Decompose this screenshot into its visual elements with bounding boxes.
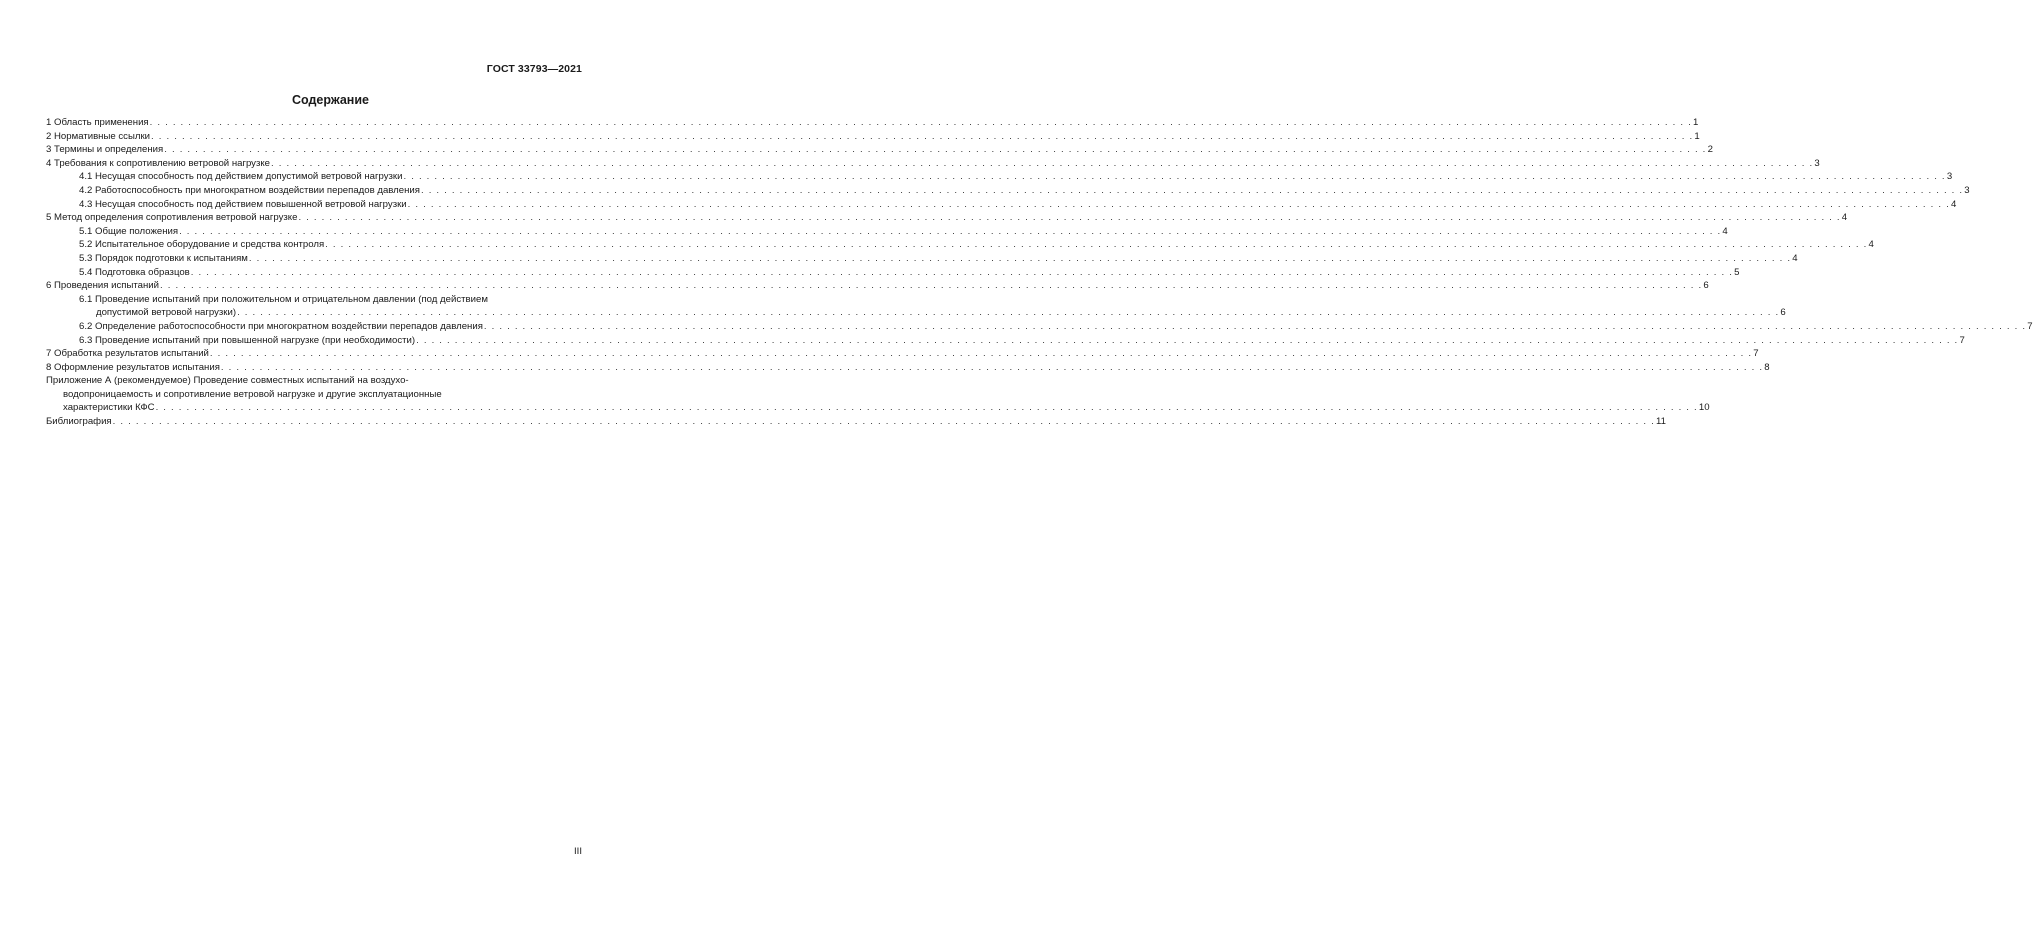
toc-entry-title: 4 Требования к сопротивлению ветровой нагрузке: [46, 157, 271, 169]
toc-entry[interactable]: [46, 320, 2033, 334]
toc-entry[interactable]: [46, 157, 1820, 171]
toc-entry-line: водопроницаемость и сопротивление ветровой нагрузке и другие эксплуатационные: [63, 388, 442, 400]
dot-leader: . . . . . . . . . . . . . . . . . . . . . . . . . . . . . . . . . . . . . . . . . . . . . . . . . . . . . . . . . . . . . . . . . . . . . . . . . . . . . . . . . . . . . . . . . . . . . . . . . . . . . . . . . . . . . . . . . . . . . . . . . . . . . . . . . . . . . . . . . . . . . . . . . . . . . . . . . . . . . . . . . . . . . . . . . . . . . . . . . . . . . . . . . . . . . . . . . . . . . . . .: [149, 117, 1692, 128]
toc-entry-page: 7: [1959, 334, 1965, 346]
dot-leader: . . . . . . . . . . . . . . . . . . . . . . . . . . . . . . . . . . . . . . . . . . . . . . . . . . . . . . . . . . . . . . . . . . . . . . . . . . . . . . . . . . . . . . . . . . . . . . . . . . . . . . . . . . . . . . . . . . . . . . . . . . . . . . . . . . . . . . . . . . . . . . . . . . . . . . . . . . . . . . . . . . . . . . . . . . . . . . . . . . . . . . . . . . . . . . . . . . . . . . . .: [160, 280, 1703, 292]
toc-entry-page: 4: [1951, 198, 1957, 210]
toc-entry[interactable]: [46, 184, 1970, 198]
toc-entry[interactable]: [46, 225, 1728, 239]
toc-entry[interactable]: [46, 143, 1713, 157]
toc-entry-title: 6.2 Определение работоспособности при многократном воздействии перепадов давления: [79, 320, 483, 332]
dot-leader: . . . . . . . . . . . . . . . . . . . . . . . . . . . . . . . . . . . . . . . . . . . . . . . . . . . . . . . . . . . . . . . . . . . . . . . . . . . . . . . . . . . . . . . . . . . . . . . . . . . . . . . . . . . . . . . . . . . . . . . . . . . . . . . . . . . . . . . . . . . . . . . . . . . . . . . . . . . . . . . . . . . . . . . . . . . . . . . . . . . . . . . . . . . . . . . . . . . . . . . .: [209, 348, 1753, 360]
dot-leader: . . . . . . . . . . . . . . . . . . . . . . . . . . . . . . . . . . . . . . . . . . . . . . . . . . . . . . . . . . . . . . . . . . . . . . . . . . . . . . . . . . . . . . . . . . . . . . . . . . . . . . . . . . . . . . . . . . . . . . . . . . . . . . . . . . . . . . . . . . . . . . . . . . . . . . . . . . . . . . . . . . . . . . . . . . . . . . . . . . . . . . . . . . . . . . . . . . . . . . . .: [112, 416, 1655, 428]
toc-entry-row: [46, 401, 1710, 415]
toc-entry-page: 1: [1694, 130, 1700, 142]
toc-entry-title: 3 Термины и определения: [46, 144, 164, 156]
toc-entry-row: [79, 170, 1953, 184]
dot-leader: . . . . . . . . . . . . . . . . . . . . . . . . . . . . . . . . . . . . . . . . . . . . . . . . . . . . . . . . . . . . . . . . . . . . . . . . . . . . . . . . . . . . . . . . . . . . . . . . . . . . . . . . . . . . . . . . . . . . . . . . . . . . . . . . . . . . . . . . . . . . . . . . . . . . . . . . . . . . . . . . . . . . . . . . . . . . . . . . . . . . . . . . . . . . . . . . . . . . . . . .: [403, 171, 1946, 183]
toc-entry-page: 6: [1703, 280, 1709, 292]
toc-entry[interactable]: [46, 211, 1848, 225]
page-title: Содержание: [291, 93, 369, 107]
toc-entry-row: [46, 143, 1713, 157]
toc-entry-row: [79, 184, 1970, 198]
document-code: ГОСТ 33793—2021: [486, 63, 582, 75]
toc-entry[interactable]: [46, 334, 1965, 348]
toc-entry-title: 8 Оформление результатов испытания: [46, 361, 220, 373]
dot-leader: . . . . . . . . . . . . . . . . . . . . . . . . . . . . . . . . . . . . . . . . . . . . . . . . . . . . . . . . . . . . . . . . . . . . . . . . . . . . . . . . . . . . . . . . . . . . . . . . . . . . . . . . . . . . . . . . . . . . . . . . . . . . . . . . . . . . . . . . . . . . . . . . . . . . . . . . . . . . . . . . . . . . . . . . . . . . . . . . . . . . . . . . . . . . . . . . . . . . . . . .: [155, 402, 1698, 414]
toc-entry-title: допустимой ветровой нагрузки): [96, 307, 237, 319]
toc-entry-page: 2: [1707, 144, 1713, 156]
toc-entry-page: 8: [1764, 361, 1770, 373]
toc-entry-page: 5: [1734, 266, 1740, 278]
toc-entry-title: 6 Проведения испытаний: [46, 280, 160, 292]
toc-entry-page: 4: [1792, 252, 1798, 264]
toc-entry-row: [79, 238, 1874, 252]
dot-leader: . . . . . . . . . . . . . . . . . . . . . . . . . . . . . . . . . . . . . . . . . . . . . . . . . . . . . . . . . . . . . . . . . . . . . . . . . . . . . . . . . . . . . . . . . . . . . . . . . . . . . . . . . . . . . . . . . . . . . . . . . . . . . . . . . . . . . . . . . . . . . . . . . . . . . . . . . . . . . . . . . . . . . . . . . . . . . . . . . . . . . . . . . . . . . . . . . . . . . . . .: [420, 184, 1964, 196]
toc-entry-row: [79, 334, 1965, 348]
toc-entry-title: 6.3 Проведение испытаний при повышенной нагрузке (при необходимости): [79, 334, 416, 346]
dot-leader: . . . . . . . . . . . . . . . . . . . . . . . . . . . . . . . . . . . . . . . . . . . . . . . . . . . . . . . . . . . . . . . . . . . . . . . . . . . . . . . . . . . . . . . . . . . . . . . . . . . . . . . . . . . . . . . . . . . . . . . . . . . . . . . . . . . . . . . . . . . . . . . . . . . . . . . . . . . . . . . . . . . . . . . . . . . . . . . . . . . . . . . . . . . . . . . . . . . . . . . .: [483, 320, 2027, 332]
toc-entry-title: 5.3 Порядок подготовки к испытаниям: [79, 252, 248, 264]
toc-entry-row: [79, 198, 1957, 212]
toc-entry-row: [79, 252, 1798, 266]
toc-entry-row: [46, 415, 1666, 429]
toc-entry-title: Библиография: [46, 416, 112, 428]
toc-entry-page: 1: [1692, 117, 1699, 128]
dot-leader: . . . . . . . . . . . . . . . . . . . . . . . . . . . . . . . . . . . . . . . . . . . . . . . . . . . . . . . . . . . . . . . . . . . . . . . . . . . . . . . . . . . . . . . . . . . . . . . . . . . . . . . . . . . . . . . . . . . . . . . . . . . . . . . . . . . . . . . . . . . . . . . . . . . . . . . . . . . . . . . . . . . . . . . . . . . . . . . . . . . . . . . . . . . . . . . . . . . . . . . .: [220, 361, 1764, 373]
toc-entry-page: 6: [1780, 307, 1786, 319]
toc-entry[interactable]: [46, 116, 1699, 130]
toc-entry-page: 4: [1841, 212, 1848, 224]
dot-leader: . . . . . . . . . . . . . . . . . . . . . . . . . . . . . . . . . . . . . . . . . . . . . . . . . . . . . . . . . . . . . . . . . . . . . . . . . . . . . . . . . . . . . . . . . . . . . . . . . . . . . . . . . . . . . . . . . . . . . . . . . . . . . . . . . . . . . . . . . . . . . . . . . . . . . . . . . . . . . . . . . . . . . . . . . . . . . . . . . . . . . . . . . . . . . . . . . . . . . . . .: [179, 225, 1722, 237]
toc-entry-title: 5.4 Подготовка образцов: [79, 266, 190, 278]
toc-entry[interactable]: [46, 347, 1759, 361]
toc-entry-title: 5.1 Общие положения: [79, 225, 179, 237]
toc-entry-title: 4.2 Работоспособность при многократном воздействии перепадов давления: [79, 184, 420, 196]
toc-entry-page: 10: [1698, 402, 1710, 414]
dot-leader: . . . . . . . . . . . . . . . . . . . . . . . . . . . . . . . . . . . . . . . . . . . . . . . . . . . . . . . . . . . . . . . . . . . . . . . . . . . . . . . . . . . . . . . . . . . . . . . . . . . . . . . . . . . . . . . . . . . . . . . . . . . . . . . . . . . . . . . . . . . . . . . . . . . . . . . . . . . . . . . . . . . . . . . . . . . . . . . . . . . . . . . . . . . . . . . . . . . . . . . .: [151, 130, 1694, 142]
dot-leader: . . . . . . . . . . . . . . . . . . . . . . . . . . . . . . . . . . . . . . . . . . . . . . . . . . . . . . . . . . . . . . . . . . . . . . . . . . . . . . . . . . . . . . . . . . . . . . . . . . . . . . . . . . . . . . . . . . . . . . . . . . . . . . . . . . . . . . . . . . . . . . . . . . . . . . . . . . . . . . . . . . . . . . . . . . . . . . . . . . . . . . . . . . . . . . . . . . . . . . . .: [248, 252, 1792, 264]
toc-entry[interactable]: [46, 374, 1710, 415]
toc-entry[interactable]: [46, 293, 1786, 320]
toc-entry-title: 5.2 Испытательное оборудование и средства контроля: [79, 239, 325, 251]
toc-entry[interactable]: [46, 415, 1666, 429]
toc-entry-title: 5 Метод определения сопротивления ветровой нагрузке: [46, 212, 298, 224]
dot-leader: . . . . . . . . . . . . . . . . . . . . . . . . . . . . . . . . . . . . . . . . . . . . . . . . . . . . . . . . . . . . . . . . . . . . . . . . . . . . . . . . . . . . . . . . . . . . . . . . . . . . . . . . . . . . . . . . . . . . . . . . . . . . . . . . . . . . . . . . . . . . . . . . . . . . . . . . . . . . . . . . . . . . . . . . . . . . . . . . . . . . . . . . . . . . . . . . . . . . . . . .: [190, 266, 1734, 278]
toc-entry[interactable]: [46, 266, 1740, 280]
toc-entry[interactable]: [46, 170, 1953, 184]
dot-leader: . . . . . . . . . . . . . . . . . . . . . . . . . . . . . . . . . . . . . . . . . . . . . . . . . . . . . . . . . . . . . . . . . . . . . . . . . . . . . . . . . . . . . . . . . . . . . . . . . . . . . . . . . . . . . . . . . . . . . . . . . . . . . . . . . . . . . . . . . . . . . . . . . . . . . . . . . . . . . . . . . . . . . . . . . . . . . . . . . . . . . . . . . . . . . . . . . . . . . . . .: [416, 334, 1959, 346]
toc-entry-row: [46, 130, 1700, 144]
toc-entry-line: Приложение А (рекомендуемое) Проведение совместных испытаний на воздухо-: [46, 375, 409, 387]
toc-entry-row: [46, 157, 1820, 171]
toc-entry-row: [46, 211, 1848, 225]
toc-entry-title: характеристики КФС: [63, 402, 155, 414]
toc-entry-page: 4: [1722, 225, 1728, 237]
toc-entry-page: 7: [2027, 320, 2033, 332]
toc-entry[interactable]: [46, 361, 1770, 375]
toc-entry-row: [46, 347, 1759, 361]
dot-leader: . . . . . . . . . . . . . . . . . . . . . . . . . . . . . . . . . . . . . . . . . . . . . . . . . . . . . . . . . . . . . . . . . . . . . . . . . . . . . . . . . . . . . . . . . . . . . . . . . . . . . . . . . . . . . . . . . . . . . . . . . . . . . . . . . . . . . . . . . . . . . . . . . . . . . . . . . . . . . . . . . . . . . . . . . . . . . . . . . . . . . . . . . . . . . . . . . . . . . . . .: [271, 157, 1814, 169]
toc-entry-row: [79, 306, 1786, 320]
page-number: III: [574, 846, 582, 857]
toc-entry-row: [79, 320, 2033, 334]
toc-entry[interactable]: [46, 198, 1957, 212]
toc-entry-page: 3: [1946, 171, 1953, 183]
toc-entry-row: [46, 279, 1709, 293]
toc-entry-title: 4.3 Несущая способность под действием повышенной ветровой нагрузки: [79, 198, 407, 210]
toc-entry[interactable]: [46, 279, 1709, 293]
dot-leader: . . . . . . . . . . . . . . . . . . . . . . . . . . . . . . . . . . . . . . . . . . . . . . . . . . . . . . . . . . . . . . . . . . . . . . . . . . . . . . . . . . . . . . . . . . . . . . . . . . . . . . . . . . . . . . . . . . . . . . . . . . . . . . . . . . . . . . . . . . . . . . . . . . . . . . . . . . . . . . . . . . . . . . . . . . . . . . . . . . . . . . . . . . . . . . . . . . . . . . . .: [407, 198, 1950, 210]
toc-entry-title: 2 Нормативные ссылки: [46, 130, 151, 142]
toc-entry-row: [79, 225, 1728, 239]
toc-entry-page: 4: [1868, 239, 1874, 251]
toc-entry[interactable]: [46, 252, 1798, 266]
dot-leader: . . . . . . . . . . . . . . . . . . . . . . . . . . . . . . . . . . . . . . . . . . . . . . . . . . . . . . . . . . . . . . . . . . . . . . . . . . . . . . . . . . . . . . . . . . . . . . . . . . . . . . . . . . . . . . . . . . . . . . . . . . . . . . . . . . . . . . . . . . . . . . . . . . . . . . . . . . . . . . . . . . . . . . . . . . . . . . . . . . . . . . . . . . . . . . . . . . . . . . . .: [237, 307, 1780, 319]
toc-entry-row: [79, 266, 1740, 280]
dot-leader: . . . . . . . . . . . . . . . . . . . . . . . . . . . . . . . . . . . . . . . . . . . . . . . . . . . . . . . . . . . . . . . . . . . . . . . . . . . . . . . . . . . . . . . . . . . . . . . . . . . . . . . . . . . . . . . . . . . . . . . . . . . . . . . . . . . . . . . . . . . . . . . . . . . . . . . . . . . . . . . . . . . . . . . . . . . . . . . . . . . . . . . . . . . . . . . . . . . . . . . .: [325, 239, 1868, 251]
toc-entry-title: 4.1 Несущая способность под действием допустимой ветровой нагрузки: [79, 171, 403, 183]
toc-entry[interactable]: [46, 238, 1874, 252]
toc-entry-title: 1 Область применения: [46, 117, 149, 128]
table-of-contents: [46, 116, 2033, 429]
dot-leader: . . . . . . . . . . . . . . . . . . . . . . . . . . . . . . . . . . . . . . . . . . . . . . . . . . . . . . . . . . . . . . . . . . . . . . . . . . . . . . . . . . . . . . . . . . . . . . . . . . . . . . . . . . . . . . . . . . . . . . . . . . . . . . . . . . . . . . . . . . . . . . . . . . . . . . . . . . . . . . . . . . . . . . . . . . . . . . . . . . . . . . . . . . . . . . . . . . . . . . . .: [164, 144, 1707, 156]
toc-entry-row: [46, 116, 1699, 130]
toc-entry-page: 3: [1814, 157, 1820, 169]
toc-entry-page: 7: [1753, 348, 1759, 360]
dot-leader: . . . . . . . . . . . . . . . . . . . . . . . . . . . . . . . . . . . . . . . . . . . . . . . . . . . . . . . . . . . . . . . . . . . . . . . . . . . . . . . . . . . . . . . . . . . . . . . . . . . . . . . . . . . . . . . . . . . . . . . . . . . . . . . . . . . . . . . . . . . . . . . . . . . . . . . . . . . . . . . . . . . . . . . . . . . . . . . . . . . . . . . . . . . . . . . . . . . . . . . .: [298, 212, 1841, 224]
toc-entry[interactable]: [46, 130, 1700, 144]
toc-entry-page: 11: [1655, 416, 1666, 428]
toc-entry-line: 6.1 Проведение испытаний при положительном и отрицательном давлении (под действием: [79, 293, 488, 305]
toc-entry-page: 3: [1964, 184, 1970, 196]
toc-entry-row: [46, 361, 1770, 375]
toc-entry-title: 7 Обработка результатов испытаний: [46, 348, 209, 360]
